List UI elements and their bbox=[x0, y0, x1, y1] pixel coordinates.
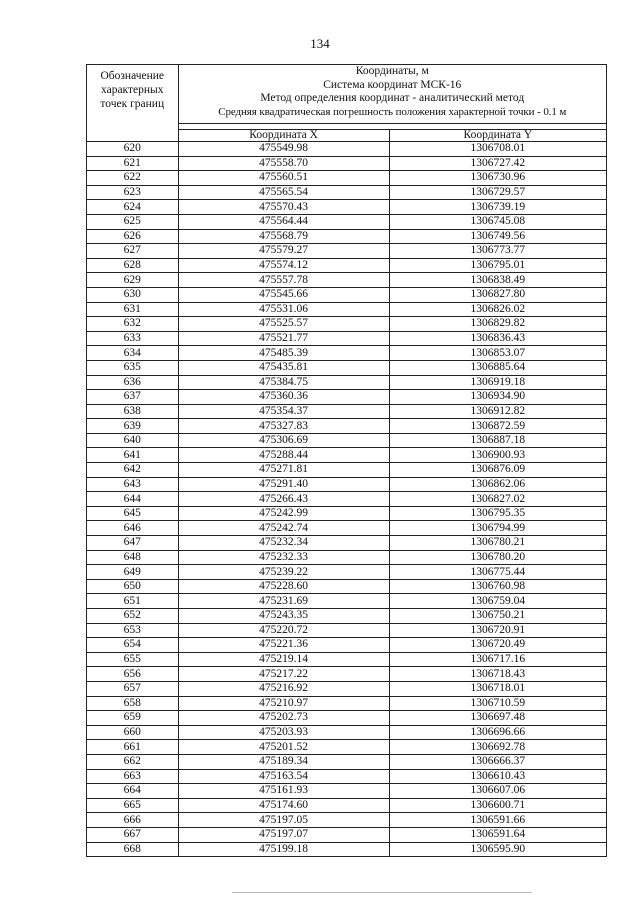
point-cell: 664 bbox=[87, 784, 179, 799]
x-cell: 475201.52 bbox=[178, 740, 389, 755]
y-cell: 1306595.90 bbox=[389, 842, 606, 857]
point-cell: 644 bbox=[87, 492, 179, 507]
x-cell: 475210.97 bbox=[178, 696, 389, 711]
table-row bbox=[87, 375, 607, 390]
table-row bbox=[87, 448, 607, 463]
point-cell: 659 bbox=[87, 711, 179, 726]
point-cell: 645 bbox=[87, 506, 179, 521]
point-cell: 622 bbox=[87, 171, 179, 186]
x-cell: 475557.78 bbox=[178, 273, 389, 288]
x-cell: 475161.93 bbox=[178, 784, 389, 799]
x-cell: 475231.69 bbox=[178, 594, 389, 609]
y-cell: 1306773.77 bbox=[389, 244, 606, 259]
table-row bbox=[87, 433, 607, 448]
y-cell: 1306710.59 bbox=[389, 696, 606, 711]
point-cell: 646 bbox=[87, 521, 179, 536]
point-cell: 624 bbox=[87, 200, 179, 215]
y-cell: 1306666.37 bbox=[389, 754, 606, 769]
table-row bbox=[87, 258, 607, 273]
x-cell: 475197.05 bbox=[178, 813, 389, 828]
point-cell: 635 bbox=[87, 360, 179, 375]
x-cell: 475360.36 bbox=[178, 390, 389, 405]
point-cell: 620 bbox=[87, 142, 179, 157]
coords-system-line: Система координат МСК-16 bbox=[323, 78, 462, 91]
x-cell: 475568.79 bbox=[178, 229, 389, 244]
point-cell: 668 bbox=[87, 842, 179, 857]
y-cell: 1306730.96 bbox=[389, 171, 606, 186]
table-row bbox=[87, 273, 607, 288]
point-cell: 629 bbox=[87, 273, 179, 288]
page-number: 134 bbox=[310, 36, 330, 51]
y-cell: 1306717.16 bbox=[389, 652, 606, 667]
x-cell: 475291.40 bbox=[178, 477, 389, 492]
y-cell: 1306729.57 bbox=[389, 185, 606, 200]
x-cell: 475306.69 bbox=[178, 433, 389, 448]
x-cell: 475202.73 bbox=[178, 711, 389, 726]
y-cell: 1306759.04 bbox=[389, 594, 606, 609]
point-cell: 628 bbox=[87, 258, 179, 273]
point-cell: 665 bbox=[87, 798, 179, 813]
point-cell: 641 bbox=[87, 448, 179, 463]
x-cell: 475485.39 bbox=[178, 346, 389, 361]
x-cell: 475203.93 bbox=[178, 725, 389, 740]
x-cell: 475189.34 bbox=[178, 754, 389, 769]
x-cell: 475220.72 bbox=[178, 623, 389, 638]
table-row bbox=[87, 171, 607, 186]
x-cell: 475228.60 bbox=[178, 579, 389, 594]
y-cell: 1306836.43 bbox=[389, 331, 606, 346]
x-cell: 475570.43 bbox=[178, 200, 389, 215]
table-row bbox=[87, 521, 607, 536]
table-row bbox=[87, 360, 607, 375]
table-row bbox=[87, 798, 607, 813]
x-cell: 475574.12 bbox=[178, 258, 389, 273]
x-cell: 475288.44 bbox=[178, 448, 389, 463]
point-cell: 627 bbox=[87, 244, 179, 259]
point-cell: 666 bbox=[87, 813, 179, 828]
table-row bbox=[87, 156, 607, 171]
table-row bbox=[87, 565, 607, 580]
x-cell: 475239.22 bbox=[178, 565, 389, 580]
y-cell: 1306919.18 bbox=[389, 375, 606, 390]
y-cell: 1306718.01 bbox=[389, 681, 606, 696]
coords-header-line: Координаты, м bbox=[355, 65, 429, 77]
point-cell: 647 bbox=[87, 536, 179, 551]
point-cell: 658 bbox=[87, 696, 179, 711]
point-cell: 626 bbox=[87, 229, 179, 244]
coordinates-table bbox=[86, 64, 607, 857]
y-cell: 1306827.02 bbox=[389, 492, 606, 507]
x-cell: 475525.57 bbox=[178, 317, 389, 332]
x-cell: 475219.14 bbox=[178, 652, 389, 667]
x-cell: 475558.70 bbox=[178, 156, 389, 171]
point-cell: 638 bbox=[87, 404, 179, 419]
y-cell: 1306600.71 bbox=[389, 798, 606, 813]
y-cell: 1306775.44 bbox=[389, 565, 606, 580]
point-cell: 649 bbox=[87, 565, 179, 580]
x-cell: 475354.37 bbox=[178, 404, 389, 419]
y-cell: 1306885.64 bbox=[389, 360, 606, 375]
table-row bbox=[87, 317, 607, 332]
y-cell: 1306692.78 bbox=[389, 740, 606, 755]
x-cell: 475435.81 bbox=[178, 360, 389, 375]
table-row bbox=[87, 623, 607, 638]
table-row bbox=[87, 185, 607, 200]
point-cell: 636 bbox=[87, 375, 179, 390]
table-row bbox=[87, 740, 607, 755]
point-cell: 650 bbox=[87, 579, 179, 594]
table-row bbox=[87, 681, 607, 696]
y-cell: 1306718.43 bbox=[389, 667, 606, 682]
point-cell: 637 bbox=[87, 390, 179, 405]
table-row bbox=[87, 244, 607, 259]
x-cell: 475564.44 bbox=[178, 214, 389, 229]
bottom-rule bbox=[232, 892, 532, 893]
table-row bbox=[87, 287, 607, 302]
y-cell: 1306838.49 bbox=[389, 273, 606, 288]
y-cell: 1306696.66 bbox=[389, 725, 606, 740]
table-row bbox=[87, 579, 607, 594]
y-cell: 1306750.21 bbox=[389, 609, 606, 624]
x-cell: 475221.36 bbox=[178, 638, 389, 653]
table-row bbox=[87, 667, 607, 682]
point-cell: 661 bbox=[87, 740, 179, 755]
point-cell: 660 bbox=[87, 725, 179, 740]
y-cell: 1306708.01 bbox=[389, 142, 606, 157]
y-cell: 1306780.20 bbox=[389, 550, 606, 565]
table-row bbox=[87, 302, 607, 317]
x-cell: 475232.34 bbox=[178, 536, 389, 551]
table-row bbox=[87, 390, 607, 405]
table-row bbox=[87, 725, 607, 740]
table-row bbox=[87, 346, 607, 361]
table-row bbox=[87, 142, 607, 157]
table-row bbox=[87, 754, 607, 769]
table-row bbox=[87, 813, 607, 828]
coords-accuracy-line: Средняя квадратическая погрешность положения характерной точки - 0.1 м bbox=[218, 105, 567, 118]
x-cell: 475217.22 bbox=[178, 667, 389, 682]
point-cell: 623 bbox=[87, 185, 179, 200]
y-cell: 1306827.80 bbox=[389, 287, 606, 302]
point-cell: 632 bbox=[87, 317, 179, 332]
table-row bbox=[87, 652, 607, 667]
x-cell: 475579.27 bbox=[178, 244, 389, 259]
y-cell: 1306887.18 bbox=[389, 433, 606, 448]
table-row bbox=[87, 827, 607, 842]
point-designation-header: Обозначение характерных точек границ bbox=[87, 65, 179, 142]
point-cell: 633 bbox=[87, 331, 179, 346]
point-cell: 654 bbox=[87, 638, 179, 653]
x-cell: 475271.81 bbox=[178, 463, 389, 478]
y-cell: 1306912.82 bbox=[389, 404, 606, 419]
table-row bbox=[87, 594, 607, 609]
y-cell: 1306591.64 bbox=[389, 827, 606, 842]
y-cell: 1306727.42 bbox=[389, 156, 606, 171]
point-cell: 634 bbox=[87, 346, 179, 361]
y-cell: 1306720.91 bbox=[389, 623, 606, 638]
x-cell: 475384.75 bbox=[178, 375, 389, 390]
y-cell: 1306872.59 bbox=[389, 419, 606, 434]
x-cell: 475242.99 bbox=[178, 506, 389, 521]
point-cell: 630 bbox=[87, 287, 179, 302]
table-row bbox=[87, 419, 607, 434]
table-row bbox=[87, 331, 607, 346]
x-cell: 475216.92 bbox=[178, 681, 389, 696]
point-cell: 655 bbox=[87, 652, 179, 667]
table-row bbox=[87, 404, 607, 419]
point-cell: 663 bbox=[87, 769, 179, 784]
point-cell: 621 bbox=[87, 156, 179, 171]
point-cell: 640 bbox=[87, 433, 179, 448]
table-row bbox=[87, 609, 607, 624]
x-cell: 475560.51 bbox=[178, 171, 389, 186]
y-cell: 1306749.56 bbox=[389, 229, 606, 244]
x-cell: 475197.07 bbox=[178, 827, 389, 842]
x-cell: 475242.74 bbox=[178, 521, 389, 536]
coords-method-line: Метод определения координат - аналитический метод bbox=[260, 92, 525, 104]
y-column-header: Координата Y bbox=[389, 130, 606, 142]
table-row bbox=[87, 506, 607, 521]
y-cell: 1306760.98 bbox=[389, 579, 606, 594]
table-row bbox=[87, 492, 607, 507]
x-cell: 475531.06 bbox=[178, 302, 389, 317]
table-row bbox=[87, 550, 607, 565]
point-cell: 662 bbox=[87, 754, 179, 769]
point-cell: 639 bbox=[87, 419, 179, 434]
x-cell: 475521.77 bbox=[178, 331, 389, 346]
x-cell: 475545.66 bbox=[178, 287, 389, 302]
point-cell: 648 bbox=[87, 550, 179, 565]
y-cell: 1306607.06 bbox=[389, 784, 606, 799]
y-cell: 1306610.43 bbox=[389, 769, 606, 784]
table-row bbox=[87, 477, 607, 492]
y-cell: 1306745.08 bbox=[389, 214, 606, 229]
y-cell: 1306739.19 bbox=[389, 200, 606, 215]
header-row bbox=[87, 65, 607, 124]
table-row bbox=[87, 769, 607, 784]
table-row bbox=[87, 229, 607, 244]
x-cell: 475327.83 bbox=[178, 419, 389, 434]
y-cell: 1306862.06 bbox=[389, 477, 606, 492]
table-row bbox=[87, 696, 607, 711]
x-cell: 475565.54 bbox=[178, 185, 389, 200]
point-cell: 625 bbox=[87, 214, 179, 229]
point-cell: 651 bbox=[87, 594, 179, 609]
table-row bbox=[87, 536, 607, 551]
x-cell: 475266.43 bbox=[178, 492, 389, 507]
y-cell: 1306853.07 bbox=[389, 346, 606, 361]
y-cell: 1306826.02 bbox=[389, 302, 606, 317]
y-cell: 1306876.09 bbox=[389, 463, 606, 478]
table-row bbox=[87, 842, 607, 857]
table-row bbox=[87, 711, 607, 726]
y-cell: 1306934.90 bbox=[389, 390, 606, 405]
point-cell: 656 bbox=[87, 667, 179, 682]
x-column-header: Координата X bbox=[178, 130, 389, 142]
point-cell: 643 bbox=[87, 477, 179, 492]
point-cell: 667 bbox=[87, 827, 179, 842]
y-cell: 1306697.48 bbox=[389, 711, 606, 726]
point-cell: 631 bbox=[87, 302, 179, 317]
x-cell: 475549.98 bbox=[178, 142, 389, 157]
table-row bbox=[87, 463, 607, 478]
x-cell: 475232.33 bbox=[178, 550, 389, 565]
y-cell: 1306795.35 bbox=[389, 506, 606, 521]
point-cell: 652 bbox=[87, 609, 179, 624]
y-cell: 1306829.82 bbox=[389, 317, 606, 332]
y-cell: 1306900.93 bbox=[389, 448, 606, 463]
y-cell: 1306794.99 bbox=[389, 521, 606, 536]
x-cell: 475243.35 bbox=[178, 609, 389, 624]
table-row bbox=[87, 200, 607, 215]
table-row bbox=[87, 784, 607, 799]
table-row bbox=[87, 214, 607, 229]
y-cell: 1306780.21 bbox=[389, 536, 606, 551]
x-cell: 475174.60 bbox=[178, 798, 389, 813]
y-cell: 1306591.66 bbox=[389, 813, 606, 828]
coordinates-header bbox=[178, 65, 606, 124]
point-cell: 642 bbox=[87, 463, 179, 478]
x-cell: 475199.18 bbox=[178, 842, 389, 857]
x-cell: 475163.54 bbox=[178, 769, 389, 784]
y-cell: 1306795.01 bbox=[389, 258, 606, 273]
point-cell: 657 bbox=[87, 681, 179, 696]
point-cell: 653 bbox=[87, 623, 179, 638]
y-cell: 1306720.49 bbox=[389, 638, 606, 653]
table-row bbox=[87, 638, 607, 653]
